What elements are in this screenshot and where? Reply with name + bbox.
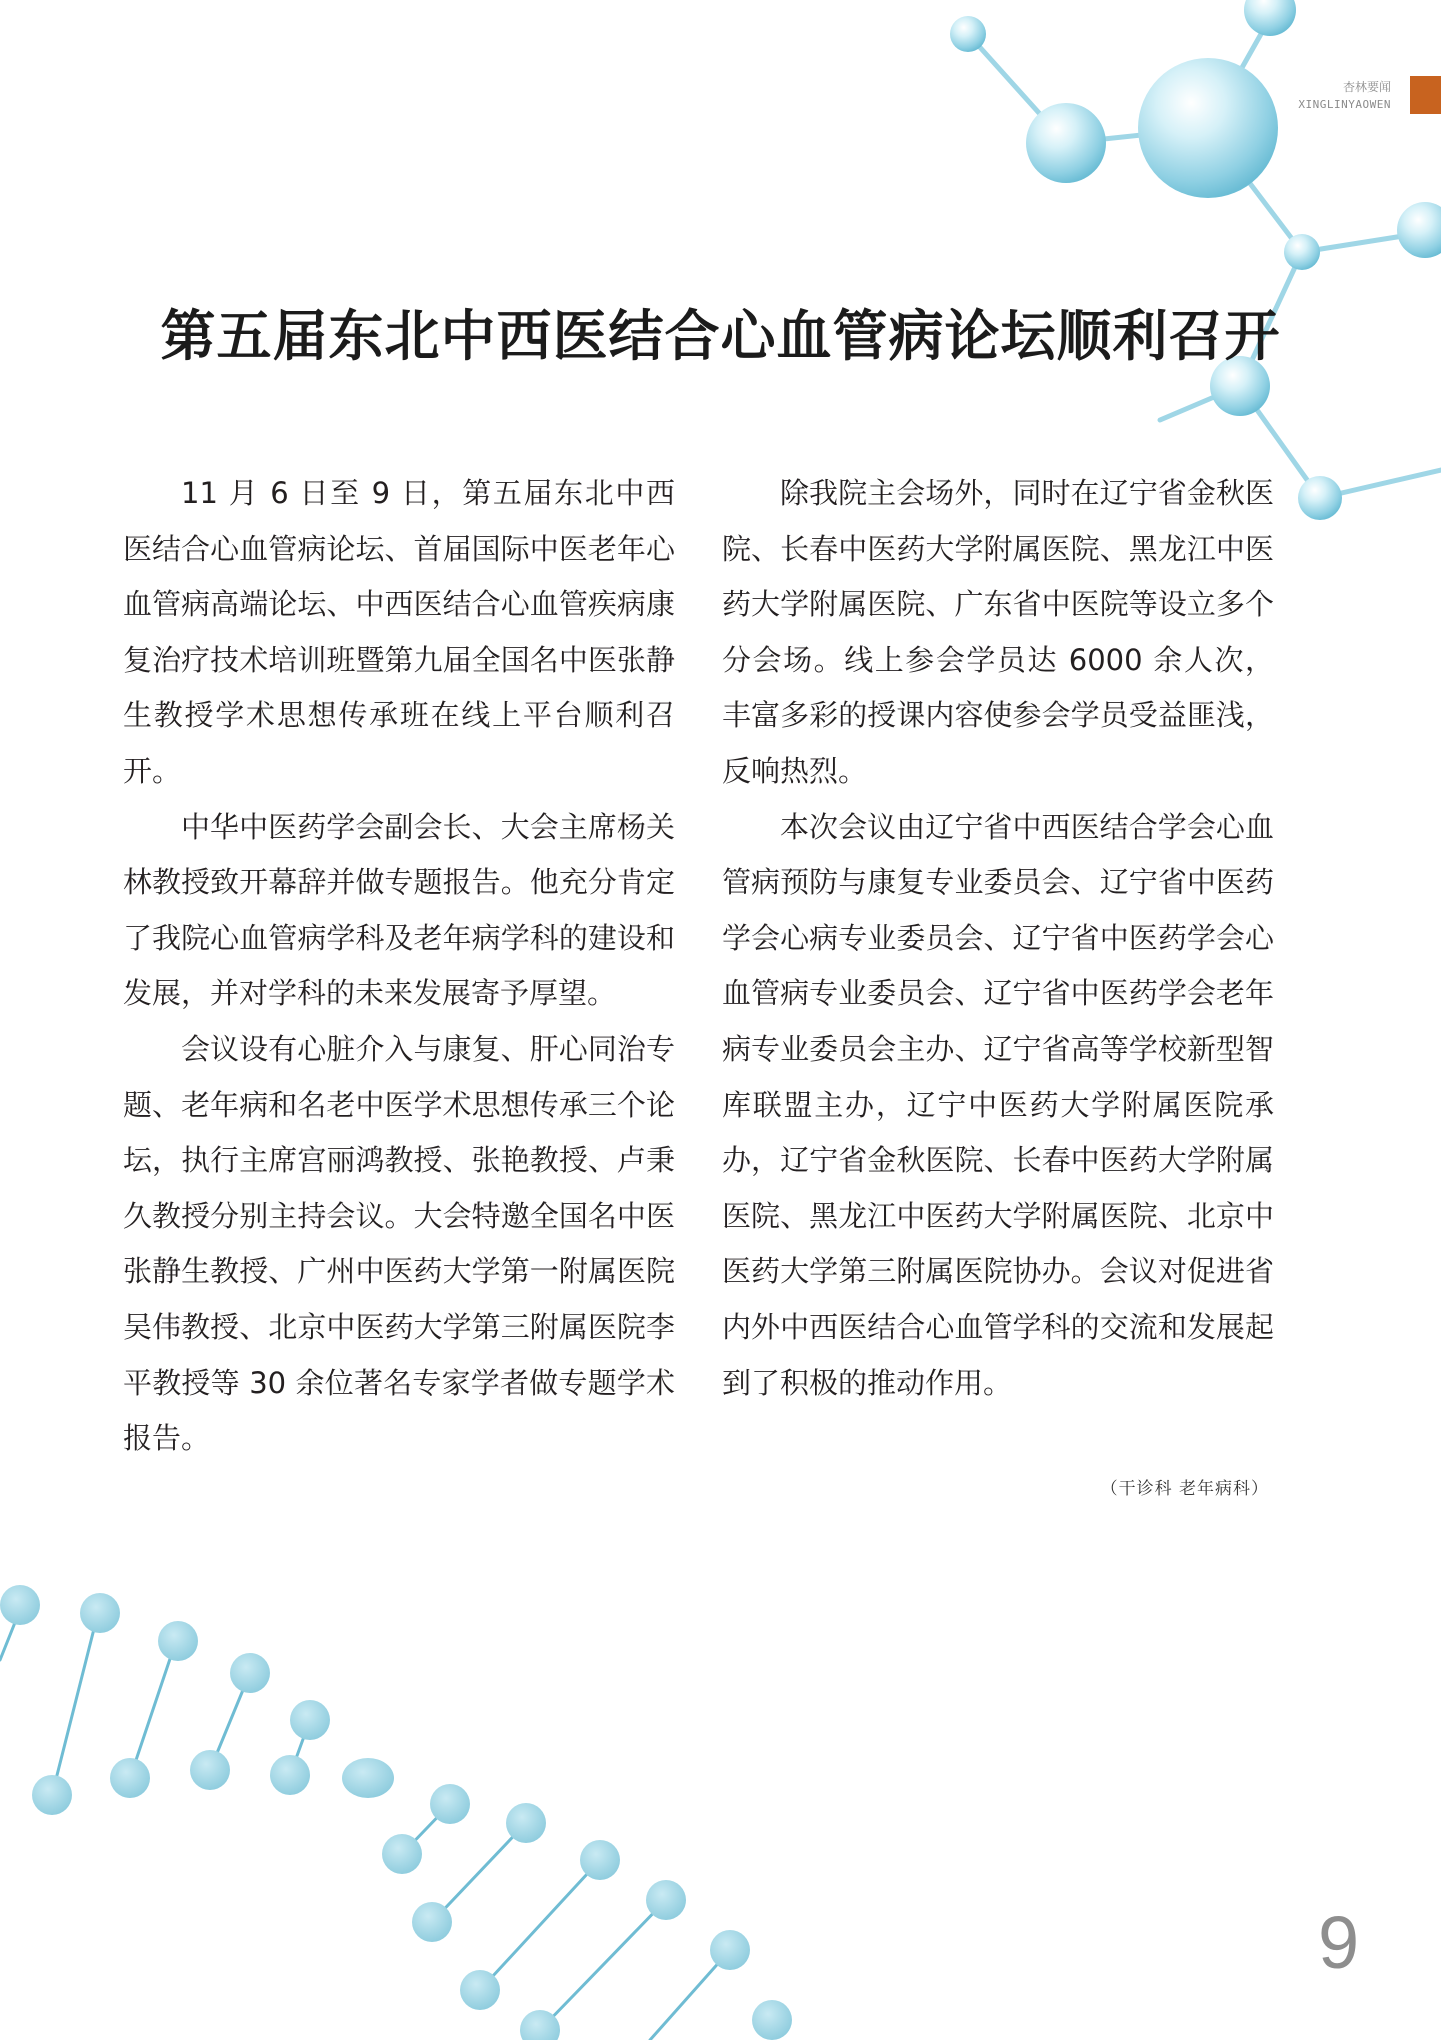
article-paragraph: 中华中医药学会副会长、大会主席杨关林教授致开幕辞并做专题报告。他充分肯定了我院心血管病学科及老年病学科的建设和发展，并对学科的未来发展寄予厚望。	[123, 809, 675, 1011]
section-label	[1298, 79, 1391, 113]
article-paragraph: 11 月 6 日至 9 日，第五届东北中西医结合心血管病论坛、首届国际中医老年心血管病高端论坛、中西医结合心血管疾病康复治疗技术培训班暨第九届全国名中医张静生教授学术思想传承班在线上平台顺利召开。	[123, 476, 675, 788]
author-byline: （干诊科 老年病科）	[1100, 1479, 1269, 1499]
section-name-english: XINGLINYAOWEN	[1298, 98, 1391, 111]
article-column-right	[722, 466, 1274, 1411]
article-column-left	[123, 466, 675, 1467]
article-title: 第五届东北中西医结合心血管病论坛顺利召开	[160, 303, 1281, 368]
article-paragraph: 除我院主会场外，同时在辽宁省金秋医院、长春中医药大学附属医院、黑龙江中医药大学附属医院、广东省中医院等设立多个分会场。线上参会学员达 6000 余人次，丰富多彩的授课内容使参会学员受益匪浅，反响热烈。	[722, 476, 1274, 788]
article-paragraph: 会议设有心脏介入与康复、肝心同治专题、老年病和名老中医学术思想传承三个论坛，执行主席宫丽鸿教授、张艳教授、卢秉久教授分别主持会议。大会特邀全国名中医张静生教授、广州中医药大学第一附属医院吴伟教授、北京中医药大学第三附属医院李平教授等 30 余位著名专家学者做专题学术报告。	[123, 1031, 675, 1456]
section-color-tab	[1410, 76, 1441, 114]
section-name: 杏林要闻	[1342, 80, 1391, 94]
page-number: 9	[1318, 1901, 1360, 1984]
article-paragraph: 本次会议由辽宁省中西医结合学会心血管病预防与康复专业委员会、辽宁省中医药学会心病专业委员会、辽宁省中医药学会心血管病专业委员会、辽宁省中医药学会老年病专业委员会主办、辽宁省高等学校新型智库联盟主办，辽宁中医药大学附属医院承办，辽宁省金秋医院、长春中医药大学附属医院、黑龙江中医药大学附属医院、北京中医药大学第三附属医院协办。会议对促进省内外中西医结合心血管学科的交流和发展起到了积极的推动作用。	[722, 809, 1274, 1400]
